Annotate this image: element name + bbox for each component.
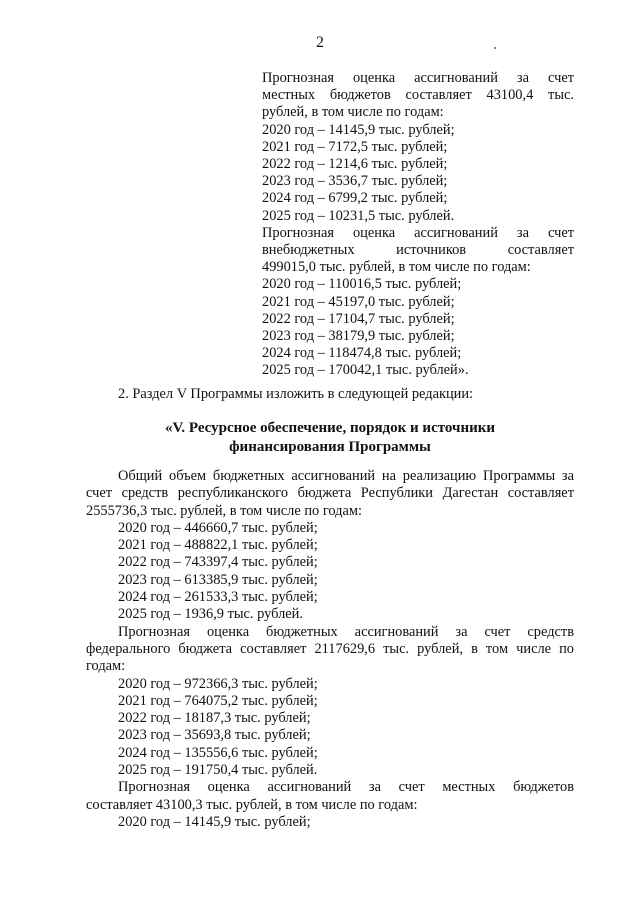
right-column-continuation xyxy=(262,70,574,380)
local-year-line: 2023 год – 3536,7 тыс. рублей; xyxy=(262,173,448,190)
local-year-line: 2020 год – 14145,9 тыс. рублей; xyxy=(118,813,311,830)
extra-year-line: 2021 год – 45197,0 тыс. рублей; xyxy=(262,293,455,310)
extra-year-line: 2023 год – 38179,9 тыс. рублей; xyxy=(262,328,455,345)
scan-speck xyxy=(494,47,496,49)
federal-year-line: 2022 год – 18187,3 тыс. рублей; xyxy=(118,710,311,727)
total-year-line: 2020 год – 446660,7 тыс. рублей; xyxy=(118,519,318,536)
local-year-line: 2021 год – 7172,5 тыс. рублей; xyxy=(262,138,448,155)
extra-budget-line: Прогнозная оценка ассигнований за счет xyxy=(262,224,574,241)
page-number: 2 xyxy=(316,34,324,51)
local-paragraph-line: Прогнозная оценка ассигнований за счет местных бюджетов xyxy=(118,779,574,796)
local-budget-line: местных бюджетов составляет 43100,4 тыс. xyxy=(262,87,574,104)
extra-budget-line: внебюджетных источников составляет xyxy=(262,242,574,259)
local-paragraph-tail: составляет 43100,3 тыс. рублей, в том числе по годам: xyxy=(86,796,418,813)
federal-year-line: 2025 год – 191750,4 тыс. рублей. xyxy=(118,762,318,779)
extra-year-line: 2025 год – 170042,1 тыс. рублей». xyxy=(262,362,469,379)
federal-year-line: 2023 год – 35693,8 тыс. рублей; xyxy=(118,727,311,744)
section-heading-line: финансирования Программы xyxy=(229,439,431,455)
local-year-line: 2025 год – 10231,5 тыс. рублей. xyxy=(262,207,455,224)
total-paragraph-tail: 2555736,3 тыс. рублей, в том числе по годам: xyxy=(86,502,362,519)
total-year-line: 2025 год – 1936,9 тыс. рублей. xyxy=(118,606,303,623)
federal-year-line: 2020 год – 972366,3 тыс. рублей; xyxy=(118,675,318,692)
local-year-line: 2020 год – 14145,9 тыс. рублей; xyxy=(262,121,455,138)
local-budget-tail: рублей, в том числе по годам: xyxy=(262,104,444,121)
federal-paragraph-line: Прогнозная оценка бюджетных ассигнований за счет средств xyxy=(118,623,574,640)
total-paragraph-line: Общий объем бюджетных ассигнований на реализацию Программы за xyxy=(118,468,574,484)
extra-budget-tail: 499015,0 тыс. рублей, в том числе по годам: xyxy=(262,259,531,276)
total-paragraph-line: счет средств республиканского бюджета Республики Дагестан составляет xyxy=(86,485,574,502)
total-year-line: 2021 год – 488822,1 тыс. рублей; xyxy=(118,537,318,554)
federal-paragraph-tail: годам: xyxy=(86,658,126,675)
federal-year-line: 2021 год – 764075,2 тыс. рублей; xyxy=(118,692,318,709)
federal-year-line: 2024 год – 135556,6 тыс. рублей; xyxy=(118,744,318,761)
section-heading-line: «V. Ресурсное обеспечение, порядок и источники xyxy=(164,420,496,436)
total-year-line: 2023 год – 613385,9 тыс. рублей; xyxy=(118,571,318,588)
amendment-item-2: 2. Раздел V Программы изложить в следующей редакции: xyxy=(118,386,474,402)
total-year-line: 2022 год – 743397,4 тыс. рублей; xyxy=(118,554,318,571)
local-budget-line: Прогнозная оценка ассигнований за счет xyxy=(262,70,574,86)
main-body xyxy=(86,468,574,831)
local-year-line: 2024 год – 6799,2 тыс. рублей; xyxy=(262,190,448,207)
extra-year-line: 2022 год – 17104,7 тыс. рублей; xyxy=(262,310,455,327)
total-year-line: 2024 год – 261533,3 тыс. рублей; xyxy=(118,589,318,606)
section-heading xyxy=(80,419,580,457)
extra-year-line: 2020 год – 110016,5 тыс. рублей; xyxy=(262,276,462,293)
local-year-line: 2022 год – 1214,6 тыс. рублей; xyxy=(262,156,448,173)
federal-paragraph-line: федерального бюджета составляет 2117629,6 тыс. рублей, в том числе по xyxy=(86,640,574,657)
extra-year-line: 2024 год – 118474,8 тыс. рублей; xyxy=(262,345,462,362)
